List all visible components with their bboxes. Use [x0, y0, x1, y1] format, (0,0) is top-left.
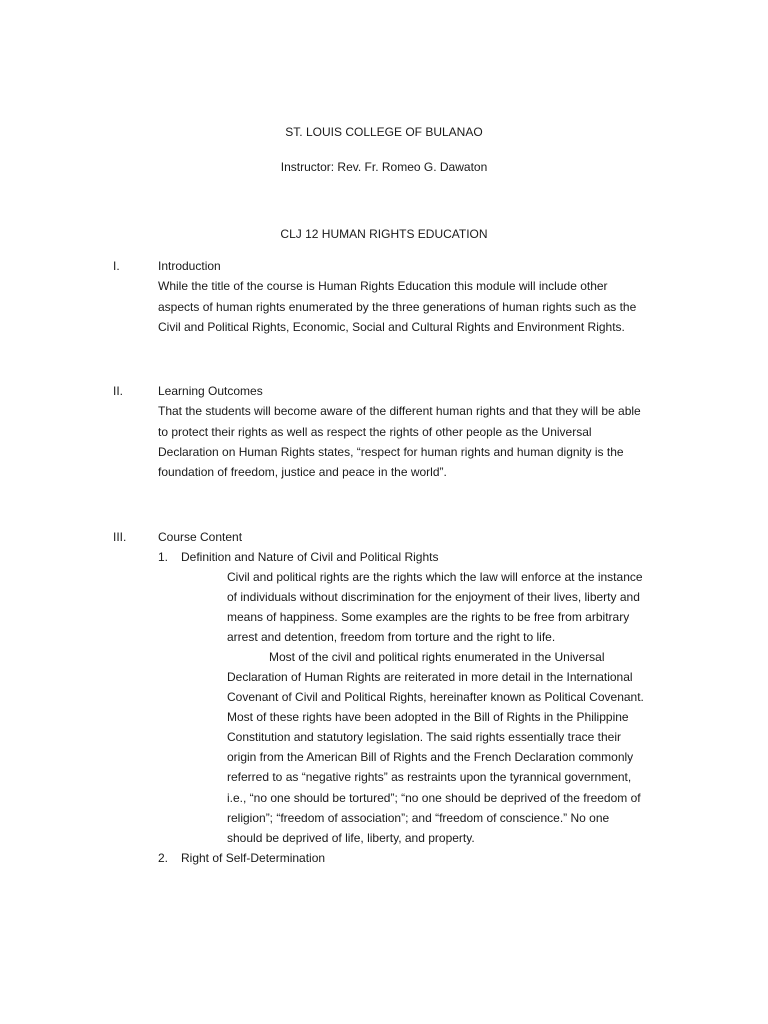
course-title: CLJ 12 HUMAN RIGHTS EDUCATION [280, 227, 488, 241]
paragraph-line: of individuals without discrimination for the enjoyment of their lives, liberty and [227, 590, 640, 605]
paragraph-line: referred to as “negative rights” as restraints upon the tyrannical government, [227, 770, 632, 785]
paragraph-line: Most of the civil and political rights enumerated in the Universal [269, 650, 605, 665]
paragraph-line: Constitution and statutory legislation. The said rights essentially trace their [227, 730, 621, 745]
section-introduction [158, 256, 698, 337]
paragraph-line: i.e., “no one should be tortured”; “no one should be deprived of the freedom of [227, 790, 641, 805]
paragraph-line: religion”; “freedom of association”; and “freedom of conscience.” No one [227, 810, 610, 825]
section-title: Course Content [158, 530, 243, 544]
section-number: II. [113, 384, 124, 398]
paragraph-line: That the students will become aware of the different human rights and that they will be able [158, 404, 641, 419]
paragraph-line: Declaration of Human Rights are reiterated in more detail in the International [227, 670, 633, 685]
list-item-number: 2. [158, 851, 169, 865]
civil-political-rights-body [227, 567, 697, 848]
paragraph-line: to protect their rights as well as respect the rights of other people as the Universal [158, 424, 592, 439]
instructor-name: Instructor: Rev. Fr. Romeo G. Dawaton [280, 160, 488, 174]
list-item [158, 547, 438, 567]
list-item-number: 1. [158, 550, 169, 564]
paragraph-line: origin from the American Bill of Rights and the French Declaration commonly [227, 750, 634, 765]
paragraph-line: Most of these rights have been adopted in the Bill of Rights in the Philippine [227, 710, 629, 725]
list-item [158, 848, 325, 868]
list-item-title: Right of Self-Determination [181, 851, 326, 865]
paragraph-line: Civil and Political Rights, Economic, Social and Cultural Rights and Environment Rights. [158, 319, 625, 334]
paragraph-line: Civil and political rights are the rights which the law will enforce at the instance [227, 570, 643, 584]
section-number: III. [113, 530, 127, 544]
section-learning-outcomes [158, 381, 698, 482]
section-course-content [158, 527, 698, 547]
section-number: I. [113, 259, 120, 273]
section-title: Introduction [158, 259, 221, 273]
paragraph-line: means of happiness. Some examples are the rights to be free from arbitrary [227, 610, 630, 625]
paragraph-line: should be deprived of life, liberty, and property. [227, 830, 475, 845]
school-name: ST. LOUIS COLLEGE OF BULANAO [285, 125, 483, 139]
section-title: Learning Outcomes [158, 384, 263, 398]
paragraph-line: foundation of freedom, justice and peace in the world”. [158, 465, 447, 480]
list-item-title: Definition and Nature of Civil and Political Rights [181, 550, 439, 564]
paragraph-line: aspects of human rights enumerated by the three generations of human rights such as the [158, 299, 637, 314]
paragraph-line: arrest and detention, freedom from torture and the right to life. [227, 630, 556, 645]
paragraph-line: Covenant of Civil and Political Rights, hereinafter known as Political Covenant. [227, 690, 644, 705]
paragraph-line: While the title of the course is Human Rights Education this module will include other [158, 279, 608, 294]
paragraph-line: Declaration on Human Rights states, “respect for human rights and human dignity is the [158, 444, 624, 459]
